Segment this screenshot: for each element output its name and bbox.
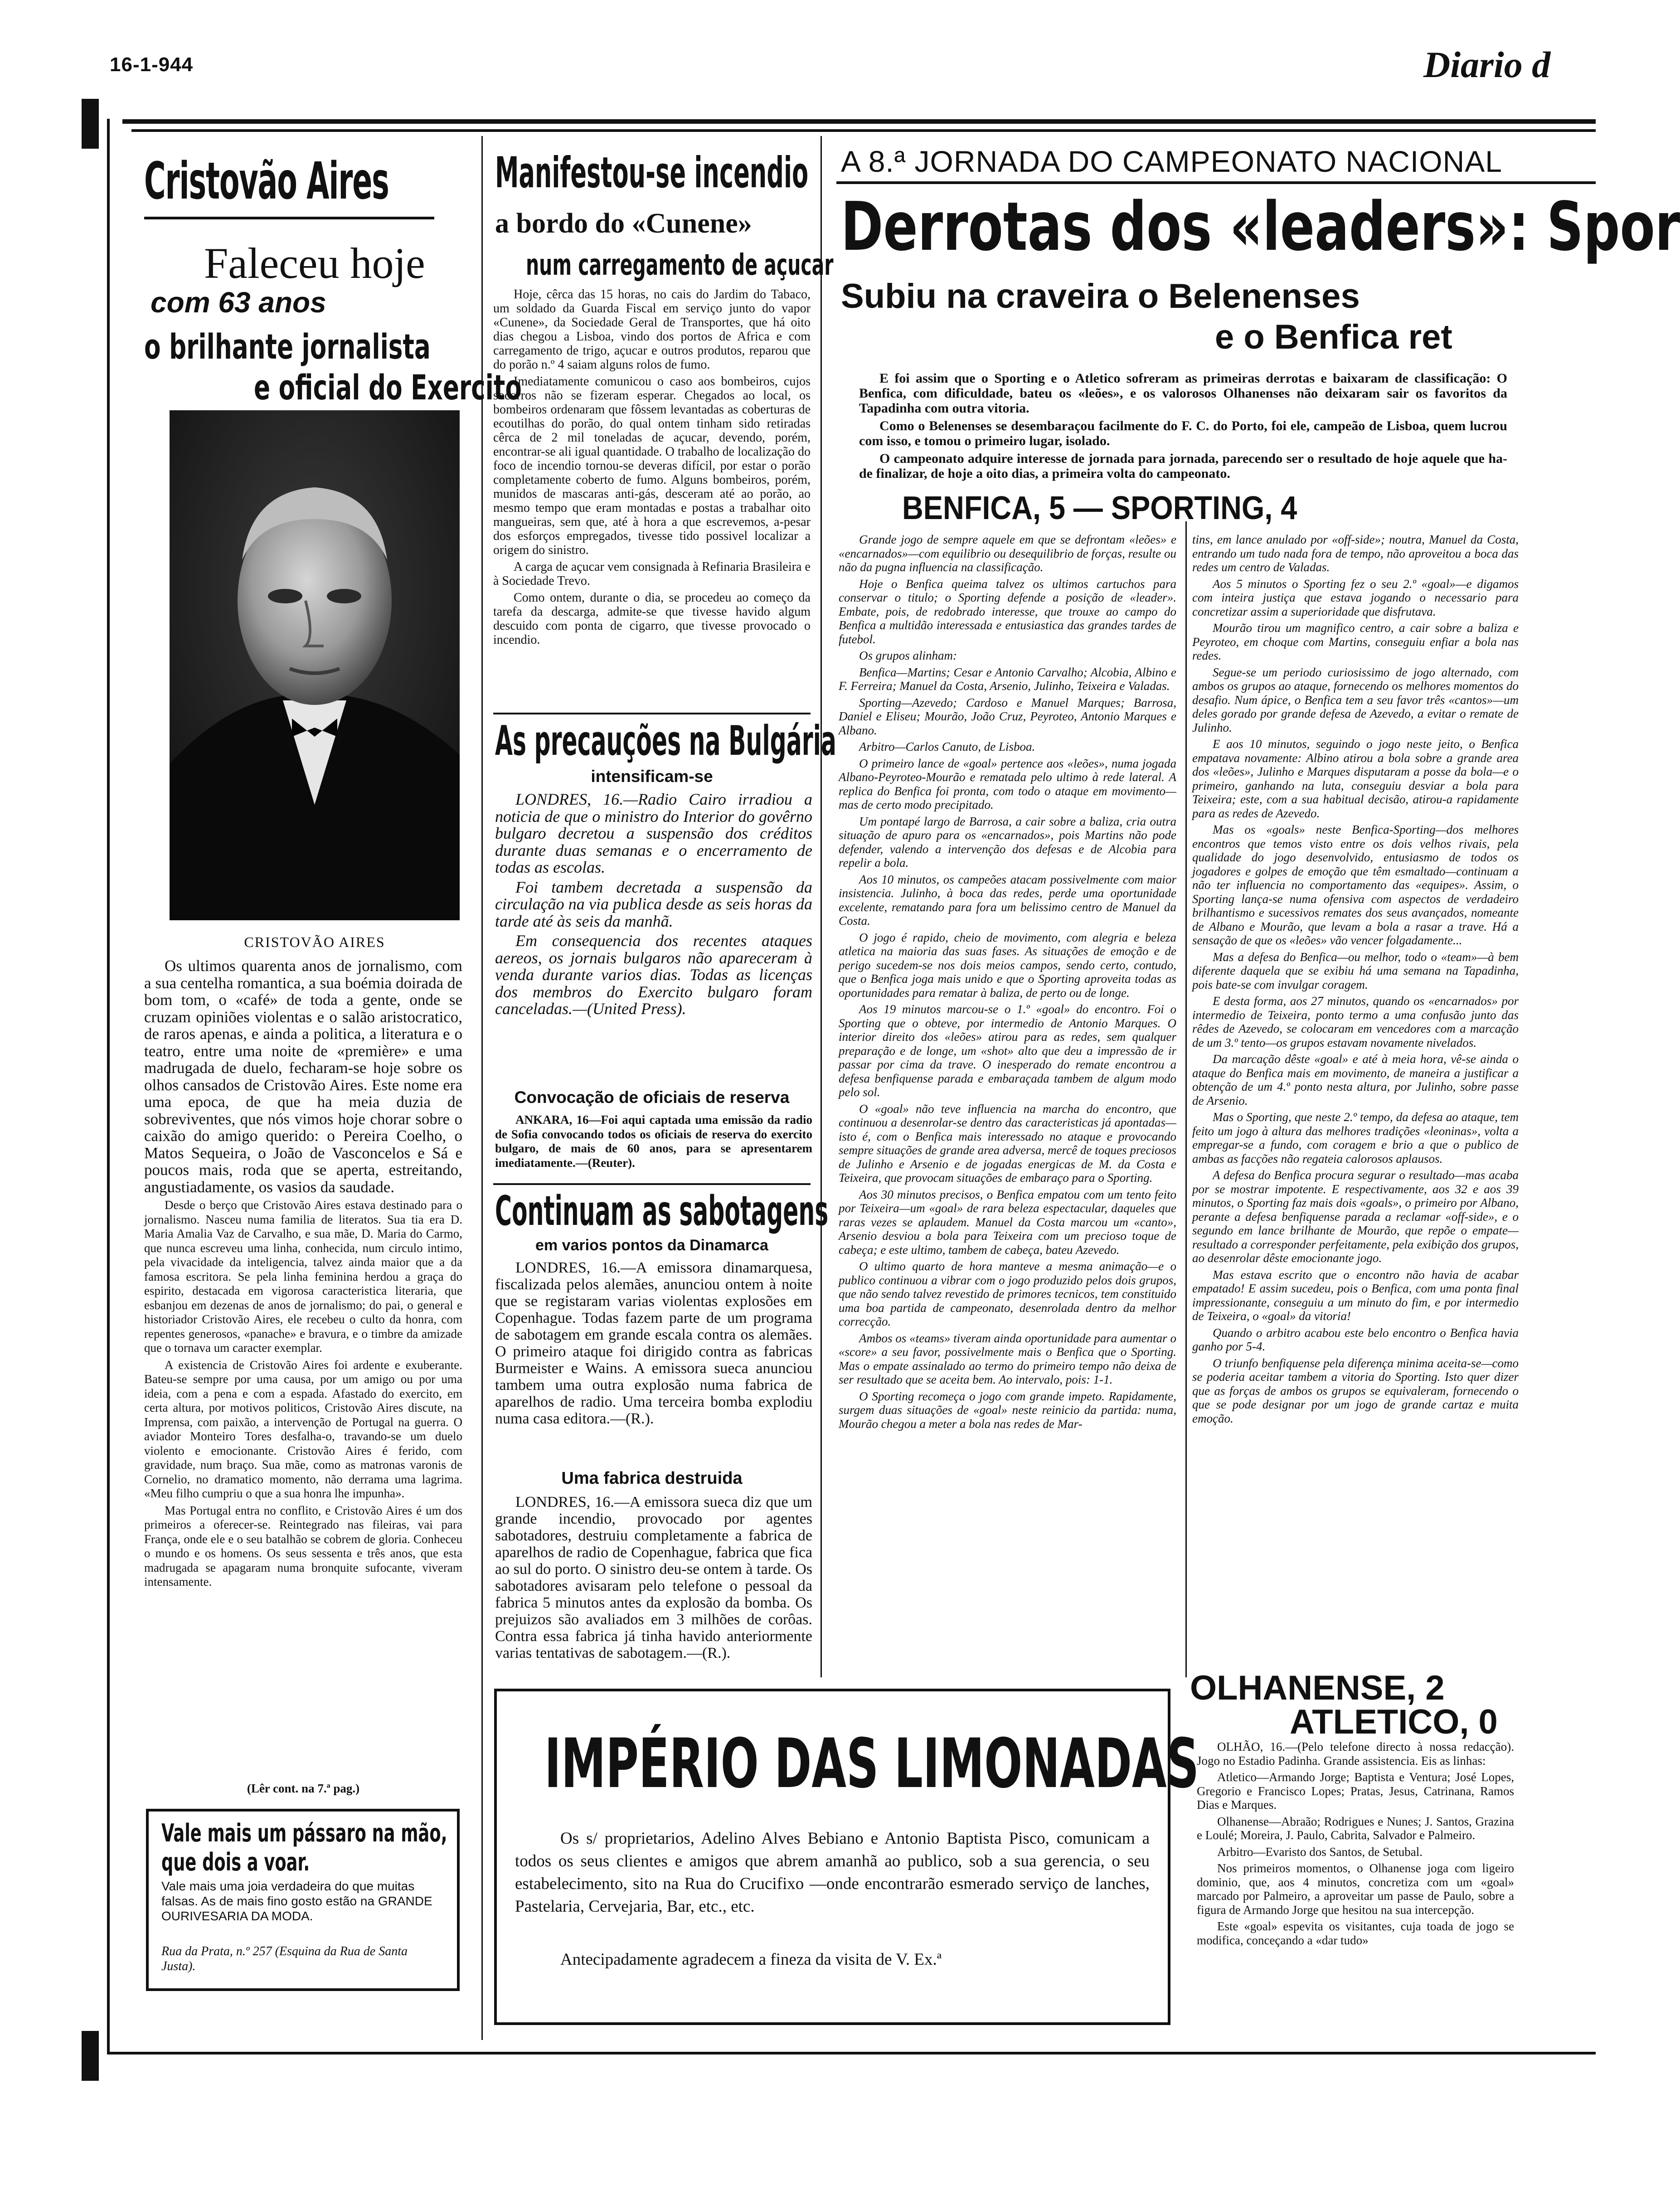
- score-atletico: ATLETICO, 0: [1290, 1703, 1498, 1741]
- convocation-headline: Convocação de oficiais de reserva: [514, 1088, 790, 1107]
- olh-paragraph: OLHÃO, 16.—(Pelo telefone directo à nossa redacção). Jogo no Estadio Padinha. Grande assistencia. Eis as linhas:: [1197, 1740, 1514, 1768]
- fire-paragraph: A carga de açucar vem consignada à Refinaria Brasileira e à Sociedade Trevo.: [493, 560, 811, 588]
- obit-paragraph: Mas Portugal entra no conflito, e Cristovão Aires é um dos primeiros a oferecer-se. Reintegrado nas fileiras, vai para França, onde ele e o seu batalhão se cobrem de gloria. Conheceu o mundo e os homens. Os seus sessenta e três anos, que esta madrugada se apagaram numa bronquite sufocante, viveram intensamente.: [144, 1503, 462, 1588]
- report-paragraph: Mourão tirou um magnifico centro, a cair sobre a baliza e Peyroteo, em choque com Martins, conseguiu enfiar a bola nas redes.: [1192, 621, 1519, 662]
- report-paragraph: O jogo é rapido, cheio de movimento, com alegria e beleza atletica na maioria das suas fases. As situações de emoção e de perigo sucedem-se nos dois meios campos, sendo certo, contudo, que o Benfica joga mais unido e que o Sporting aproveita todas as oportunidades para rematar à baliza, de perto ou de longe.: [839, 930, 1176, 1000]
- report-paragraph: O Sporting recomeça o jogo com grande impeto. Rapidamente, surgem duas situações de «goal» neste reinicio da partida: numa, Mourão chegou a meter a bola nas redes de Mar-: [839, 1389, 1176, 1431]
- col-rule-1: [481, 136, 483, 2040]
- olh-paragraph: Olhanense—Abraão; Rodrigues e Nunes; J. Santos, Grazina e Loulé; Moreira, J. Paulo, Cabrita, Salvador e Palmeiro.: [1197, 1814, 1514, 1842]
- fire-paragraph: Imediatamente comunicou o caso aos bombeiros, cujos socorros não se fizeram esperar. Chegados ao local, os bombeiros ordenaram que fôssem levantadas as coberturas de ecoutilhas do porão, do qual ontem tinham sido retiradas cêrca de 2 mil toneladas de açucar, devendo, porém, encontrar-se ali igual quantidade. O trabalho de localização do foco de incendio tornou-se deveras difícil, por estar o porão completamente coberto de fumo. Alguns bombeiros, porém, munidos de mascaras anti-gás, desceram até ao porão, ao mesmo tempo que eram montadas e postas a trabalhar oito mangueiras, sem que, até à hora a que escrevemos, a-pesar dos esforços empregados, tivesse tido possivel localizar a origem do sinistro.: [493, 374, 811, 557]
- obituary-sub4: e oficial do Exercito: [254, 367, 522, 408]
- olh-paragraph: Atletico—Armando Jorge; Baptista e Ventura; José Lopes, Gregorio e Francisco Lopes; Pratas, Jesus, Catrinana, Ramos Dias e Marques.: [1197, 1770, 1514, 1812]
- limonadas-thanks: Antecipadamente agradecem a fineza da visita de V. Ex.ª: [560, 1950, 942, 1969]
- margin-bar-top: [82, 99, 99, 149]
- report-paragraph: A defesa do Benfica procura segurar o resultado—mas acaba por se mostrar impotente. E respectivamente, aos 32 e aos 39 minutos, o Sporting faz mais dois «goals», o primeiro por Albano, perante a defesa benfiquense parada a reclamar «off-side», e o segundo em lance brilhante de Mourão, que repõe o empate—resultado a corresponder perfeitamente, pela exibição dos grupos, ao desenrolar dêste emocionante jogo.: [1192, 1168, 1519, 1265]
- headline-underline: [144, 217, 434, 219]
- fire-paragraph: Como ontem, durante o dia, se procedeu ao começo da tarefa da descarga, admite-se que tivesse havido algum descuido com ponta de cigarro, que tivesse provocado o incendio.: [493, 591, 811, 647]
- report-paragraph: Os grupos alinham:: [859, 649, 957, 662]
- bulgaria-paragraph: Em consequencia dos recentes ataques aereos, os jornais bulgaros não apareceram à venda durante varios dias. Todas as licenças dos membros do Exercito bulgaro foram canceladas.—(United Press).: [495, 932, 812, 1018]
- header-rule-bottom: [131, 129, 1596, 132]
- report-paragraph: Mas estava escrito que o encontro não havia de acabar empatado! E assim sucedeu, pois o Benfica, com uma ponta final impressionante, conseguiu a um minuto do fim, e por intermedio de Teixeira, o «goal» da vitoria!: [1192, 1268, 1519, 1323]
- bulgaria-paragraph: LONDRES, 16.—Radio Cairo irradiou a noticia de que o ministro do Interior do govêrno bulgaro decretou a suspensão dos créditos durante duas semanas e o encerramento de todas as escolas.: [495, 790, 812, 876]
- jewelry-ad-title2: que dois a voar.: [161, 1848, 310, 1876]
- sabotage-sub: em varios pontos da Dinamarca: [535, 1237, 768, 1254]
- match-report-col-b: [1192, 533, 1519, 1428]
- report-paragraph: Mas os «goals» neste Benfica-Sporting—dos melhores encontros que temos visto entre os dois velhos rivais, pela qualidade do jogo desenvolvido, entusiasmo de todos os jogadores e golpes de emoção que têm esmaltado—continuam a não ter influencia no comportamento das «equipes». Assim, o Sporting lança-se numa ofensiva com aspectos de verdadeiro brilhantismo e sucessivos remates dos seus avançados, nomeante de Albano e Mourão, que levam a bola a rasar a trave. Há a sensação de que os «leões» vão vencer folgadamente...: [1192, 823, 1519, 947]
- report-paragraph: tins, em lance anulado por «off-side»; noutra, Manuel da Costa, entrando um tudo nada fora de tempo, não aproveitou a boca das redes um centro de Valadas.: [1192, 533, 1519, 574]
- obituary-sub1: Faleceu hoje: [204, 239, 425, 287]
- limonadas-text: Os s/ proprietarios, Adelino Alves Bebiano e Antonio Baptista Pisco, comunicam a todos os seus clientes e amigos que abrem amanhã ao publico, sob a sua gerencia, o seu estabelecimento, sito na Rua do Crucifixo —onde encontrarão esmerado serviço de lanches, Pastelaria, Cervejaria, Bar, etc., etc.: [515, 1829, 1150, 1916]
- jewelry-ad-address: Rua da Prata, n.º 257 (Esquina da Rua de Santa Justa).: [161, 1944, 408, 1973]
- report-paragraph: Aos 19 minutos marcou-se o 1.º «goal» do encontro. Foi o Sporting que o obteve, por intermedio de Antonio Marques. O interior direito dos «leões» atirou para as redes, sem qualquer preparação e de longe, um «shot» alto que deu a impressão de ir passar por cima da trave. O inesperado do remate encontrou a defesa benfiquense parada e embaraçada tambem de algum modo pelo sol.: [839, 1002, 1176, 1099]
- obituary-sub3: o brilhante jornalista: [144, 326, 431, 367]
- report-paragraph: O ultimo quarto de hora manteve a mesma animação—e o publico continuou a vibrar com o jogo produzido pelos dois grupos, que não sendo talvez revestido de primores tecnicos, tem constituido uma boa partida de campeonato, desenrolada dentro da melhor correcção.: [839, 1259, 1176, 1328]
- report-paragraph: Mas o Sporting, que neste 2.º tempo, da defesa ao ataque, tem feito um jogo à altura das melhores tradições «leoninas», volta a empregar-se a fundo, com coragem e brio a que o publico de ambas as facções não regateia calorosos aplausos.: [1192, 1110, 1519, 1166]
- score-olhanense: OLHANENSE, 2: [1190, 1669, 1445, 1707]
- report-paragraph: E aos 10 minutos, seguindo o jogo neste jeito, o Benfica empatava novamente: Albino atirou a bola sobre a grande area dos «leões», Julinho e Marques disputaram a posse da bola—e o primeiro, ganhando na luta, conseguiu desviar a bola para Teixeira; este, com a sua habitual decisão, atirou-a rapidamente para as redes de Azevedo.: [1192, 737, 1519, 820]
- bulgaria-paragraph: Foi tambem decretada a suspensão da circulação na via publica desde as seis horas da tarde até às seis da manhã.: [495, 878, 812, 930]
- report-paragraph: Da marcação dêste «goal» e até à meia hora, vê-se ainda o ataque do Benfica mais em movimento, de maneira a justificar a obtenção de um 4.º ponto nesta altura, por Julinho, sobre passe de Arsenio.: [1192, 1052, 1519, 1107]
- col-rule-3: [1185, 521, 1187, 1677]
- report-paragraph: O «goal» não teve influencia na marcha do encontro, que continuou a desenrolar-se dentro das caracteristicas já apontadas—isto é, com o Benfica mais interessado no ataque e provocando sempre situações de grande area adversa, mercê de toques preciosos de Julinho e Arsenio e de jogadas energicas de M. da Costa e Teixeira, que provocam situações de embaraço para o Sporting.: [839, 1102, 1176, 1185]
- portrait-photo: [170, 410, 460, 920]
- sports-kicker: A 8.ª JORNADA DO CAMPEONATO NACIONAL: [841, 145, 1502, 178]
- obituary-sub2: com 63 anos: [151, 286, 326, 319]
- bulgaria-sub: intensificam-se: [591, 767, 713, 786]
- report-paragraph: Aos 5 minutos o Sporting fez o seu 2.º «goal»—e digamos com inteira justiça que estava jogando o necessario para concretizar assim a superioridade que disfrutava.: [1192, 577, 1519, 618]
- report-paragraph: Aos 30 minutos precisos, o Benfica empatou com um tento feito por Teixeira—um «goal» de rara beleza espectacular, daqueles que raras vezes se aplaudem. Manuel da Costa marcou um «canto», Arsenio desviou a bola para Teixeira com um precioso toque de cabeça; e este ultimo, tambem de cabeça, bateu Azevedo.: [839, 1187, 1176, 1257]
- sabotage-paragraph: LONDRES, 16.—A emissora dinamarquesa, fiscalizada pelos alemães, anunciou ontem à noite que se registaram varias violentas explosões em Copenhague. Todas fazem parte de um programa de sabotagem em grande escala contra os alemães. O primeiro ataque foi dirigido contra as fabricas Burmeister e Wains. A emissora sueca anunciou tambem uma outra explosão numa fabrica de aparelhos de radio. Uma terceira bomba explodiu numa casa editora.—(R.).: [495, 1259, 812, 1427]
- report-paragraph: O triunfo benfiquense pela diferença minima aceita-se—como se poderia aceitar tambem a vitoria do Sporting. Isto quer dizer que as forças de ambos os grupos se equivaleram, fornecendo o que se pode designar por um jogo de grande cartaz e muita emoção.: [1192, 1356, 1519, 1425]
- margin-bar-bottom: [82, 2031, 99, 2081]
- score-benfica-sporting: BENFICA, 5 — SPORTING, 4: [902, 490, 1297, 526]
- margin-line: [107, 119, 110, 2054]
- lead-paragraph: E foi assim que o Sporting e o Atletico sofreram as primeiras derrotas e baixaram de classificação: O Benfica, com dificuldade, bateu os «leões», e os valorosos Olhanenses não deixaram sair os favoritos da Tapadinha com outra vitoria.: [859, 371, 1507, 416]
- sabotage-text: [495, 1259, 812, 1430]
- bulgaria-headline: As precauções na Bulgária: [495, 717, 836, 765]
- sports-headline: Derrotas dos «leaders»: Spor: [841, 188, 1680, 266]
- sports-rule: [836, 181, 1596, 184]
- report-paragraph: Grande jogo de sempre aquele em que se defrontam «leões» e «encarnados»—com equilibrio ou desequilibrio de forças, resulte ou não da pugna influencia na classificação.: [839, 533, 1176, 574]
- continued-note: (Lêr cont. na 7.ª pag.): [247, 1782, 360, 1795]
- jewelry-ad-title1: Vale mais um pássaro na mão,: [161, 1819, 447, 1847]
- report-paragraph: Sporting—Azevedo; Cardoso e Manuel Marques; Barrosa, Daniel e Eliseu; Mourão, João Cruz, Peyroteo, Antonio Marques e Albano.: [839, 695, 1176, 737]
- col-rule-2: [821, 136, 822, 1677]
- separator: [493, 713, 811, 714]
- obituary-text: [144, 957, 462, 1592]
- sports-sub1: Subiu na craveira o Belenenses: [841, 277, 1360, 316]
- bottom-rule: [107, 2052, 1596, 2054]
- sports-lead: [859, 371, 1507, 484]
- report-paragraph: Mas a defesa do Benfica—ou melhor, todo o «team»—à bem diferente daquela que se exibiu há uma semana na Tapadinha, pois bate-se com invulgar coragem.: [1192, 950, 1519, 991]
- masthead: Diario d: [1423, 44, 1551, 85]
- obit-paragraph: Os ultimos quarenta anos de jornalismo, com a sua centelha romantica, a sua boémia doirada de bom tom, o «café» de toda a gente, onde se cruzam opiniões violentas e o salão aristocratico, de raros apenas, e ainda a politica, a literatura e o teatro, entre uma noite de «première» e uma madrugada de duelo, fecharam-se hoje sobre os olhos cansados de Cristovão Aires. Este nome era uma epoca, de que ha meia duzia de sobreviventes, que nós vimos hoje chorar sobre o caixão do amigo querido: o Pereira Coelho, o Matos Sequeira, o João de Vasconcelos e Sá e poucos mais, roda que se aperta, estreitando, angustiadamente, os vasios da saudade.: [144, 957, 462, 1196]
- sports-sub2: e o Benfica ret: [1215, 318, 1452, 356]
- report-paragraph: Benfica—Martins; Cesar e Antonio Carvalho; Alcobia, Albino e F. Ferreira; Manuel da Costa, Arsenio, Julinho, Teixeira e Valadas.: [839, 665, 1176, 693]
- report-paragraph: Aos 10 minutos, os campeões atacam possivelmente com maior insistencia. Julinho, à boca das redes, perde uma oportunidade excelente, rematando para fora um belissimo centro de Manuel da Costa.: [839, 872, 1176, 928]
- obit-paragraph: A existencia de Cristovão Aires foi ardente e exuberante. Bateu-se sempre por uma causa, por um amigo ou por uma ideia, com a pena e com a espada. Afastado do exercito, em certa altura, por motivos politicos, Cristovão Aires discute, na Imprensa, com paixão, a intervenção de Portugal na guerra. O aviador Monteiro Tores desfalha-o, travando-se um duelo violento e emocionante. Cristovão Aires é ferido, com gravidade, num braço. Sua mãe, como as matronas varonis de Cornelio, no dramatico momento, não derrama uma lagrima. «Meu filho cumpriu o que a sua honra lhe impunha».: [144, 1358, 462, 1500]
- separator: [493, 1183, 811, 1185]
- olh-paragraph: Nos primeiros momentos, o Olhanense joga com ligeiro dominio, que, aos 4 minutos, concretiza com um «goal» marcado por Palmeiro, a aproveitar um passe de Paulo, sobre a figura de Armando Jorge que hesitou na sua intercepção.: [1197, 1861, 1514, 1917]
- issue-date: 16-1-944: [110, 53, 194, 76]
- olh-paragraph: Este «goal» espevita os visitantes, cuja toada de jogo se modifica, conceçando a «dar tudo»: [1197, 1919, 1514, 1947]
- bulgaria-text: [495, 791, 812, 1020]
- portrait-caption: CRISTOVÃO AIRES: [244, 934, 385, 950]
- match-report-col-a: [839, 533, 1176, 1433]
- lead-paragraph: Como o Belenenses se desembaraçou facilmente do F. C. do Porto, foi ele, campeão de Lisboa, quem lucrou com isso, e tomou o primeiro lugar, isolado.: [859, 418, 1507, 448]
- limonadas-title: IMPÉRIO DAS LIMONADAS: [544, 1724, 1199, 1803]
- report-paragraph: Segue-se um periodo curiosissimo de jogo alternado, com ambos os grupos ao ataque, fornecendo os melhores momentos do desafio. Num ápice, o Benfica tem a seu favor três «cantos»—um deles gorado por grande defesa de Azevedo, a evitar o remate de Julinho.: [1192, 665, 1519, 734]
- obit-paragraph: Desde o berço que Cristovão Aires estava destinado para o jornalismo. Nasceu numa familia de literatos. Sua tia era D. Maria Amalia Vaz de Carvalho, e sua mãe, D. Maria do Carmo, que nunca escreveu uma linha, conhecida, num circulo intimo, pela vivacidade da inteligencia, talvez ainda maior que a da famosa escritora. Se pela linha feminina herdou a graça do espirito, destacada em vigorosa caracteristica literaria, que esbanjou em dezenas de anos de jornalismo; do pai, o general e historiador Cristovão Aires, ele recebeu o culto da honra, com repentes generosos, «panache» e bravura, e o timbre da amizade que o tornava um caracter exemplar.: [144, 1198, 462, 1355]
- report-paragraph: Quando o arbitro acabou este belo encontro o Benfica havia ganho por 5-4.: [1192, 1326, 1519, 1353]
- obituary-headline: Cristovão Aires: [144, 152, 389, 211]
- report-paragraph: Ambos os «teams» tiveram ainda oportunidade para aumentar o «score» a seu favor, possivelmente mais o Benfica que o Sporting. Mas o empate assinalado ao termo do primeiro tempo não deixa de ser resultado que se aceita bem. Ao intervalo, pois: 1-1.: [839, 1331, 1176, 1386]
- fire-paragraph: Hoje, cêrca das 15 horas, no cais do Jardim do Tabaco, um soldado da Guarda Fiscal em serviço junto do vapor «Cunene», da Sociedade Geral de Transportes, que há oito dias chegou a Lisboa, vindo dos portos de Africa e com carregamento de trigo, açucar e outros produtos, reparou que do porão n.º 4 saiam alguns rolos de fumo.: [493, 287, 811, 372]
- header-rule-top: [122, 119, 1596, 124]
- report-paragraph: Hoje o Benfica queima talvez os ultimos cartuchos para conservar o titulo; o Sporting defende a posição de «leader». Embate, pois, de redobrado interesse, que trouxe ao campo do Benfica a multidão interessada e entusiastica das grandes tardes de futebol.: [839, 577, 1176, 646]
- report-paragraph: Arbitro—Carlos Canuto, de Lisboa.: [859, 740, 1035, 753]
- factory-headline: Uma fabrica destruida: [561, 1469, 743, 1488]
- olhanense-report: [1197, 1740, 1514, 1950]
- fire-sub2: num carregamento de açucar: [526, 248, 834, 282]
- limonadas-ad: [494, 1689, 1199, 2025]
- report-paragraph: E desta forma, aos 27 minutos, quando os «encarnados» por intermedio de Teixeira, ponto termo a uma confusão junto das rêdes de Azevedo, se colocaram em vencedores com a marcação de um 3.º tento—os grupos estavam novamente nivelados.: [1192, 994, 1519, 1049]
- factory-text: LONDRES, 16.—A emissora sueca diz que um grande incendio, provocado por agentes sabotadores, destruiu completamente a fabrica de aparelhos de radio de Copenhague, fabrica que fica ao sul do porto. O sinistro deu-se ontem à tarde. Os sabotadores avisaram pelo telefone o pessoal da fabrica 5 minutos antes da explosão da bomba. Os prejuizos são avaliados em 3 milhões de corôas. Contra essa fabrica já tinha havido anteriormente varias tentativas de sabotagem.—(R.).: [495, 1494, 812, 1661]
- jewelry-ad-text: Vale mais uma joia verdadeira do que muitas falsas. As de mais fino gosto estão na GRANDE OURIVESARIA DA MODA.: [161, 1879, 432, 1923]
- lead-paragraph: O campeonato adquire interesse de jornada para jornada, parecendo ser o resultado de hoje aquele que ha-de finalizar, de hoje a oito dias, a primeira volta do campeonato.: [859, 451, 1507, 481]
- olh-paragraph: Arbitro—Evaristo dos Santos, de Setubal.: [1217, 1845, 1423, 1859]
- report-paragraph: O primeiro lance de «goal» pertence aos «leões», numa jogada Albano-Peyroteo-Mourão e rematada pelo ultimo à rede lateral. A replica do Benfica foi pronta, com todo o ataque em movimento—mas de certo modo precipitado.: [839, 756, 1176, 811]
- fire-headline: Manifestou-se incendio: [495, 148, 809, 198]
- fire-sub1: a bordo do «Cunene»: [495, 208, 752, 239]
- sabotage-headline: Continuam as sabotagens: [495, 1187, 829, 1235]
- jewelry-ad: [146, 1809, 460, 1991]
- report-paragraph: Um pontapé largo de Barrosa, a cair sobre a baliza, cria outra situação de apuro para os «encarnados», pois Martins não pode defender, valendo a intervenção dos defesas e de Alcobia para repelir a bola.: [839, 814, 1176, 869]
- convocation-text: ANKARA, 16—Foi aqui captada uma emissão da radio de Sofia convocando todos os oficiais de reserva do exercito bulgaro, de mais de 60 anos, para se apresentarem imediatamente.—(Reuter).: [495, 1113, 812, 1170]
- fire-text: [493, 287, 811, 650]
